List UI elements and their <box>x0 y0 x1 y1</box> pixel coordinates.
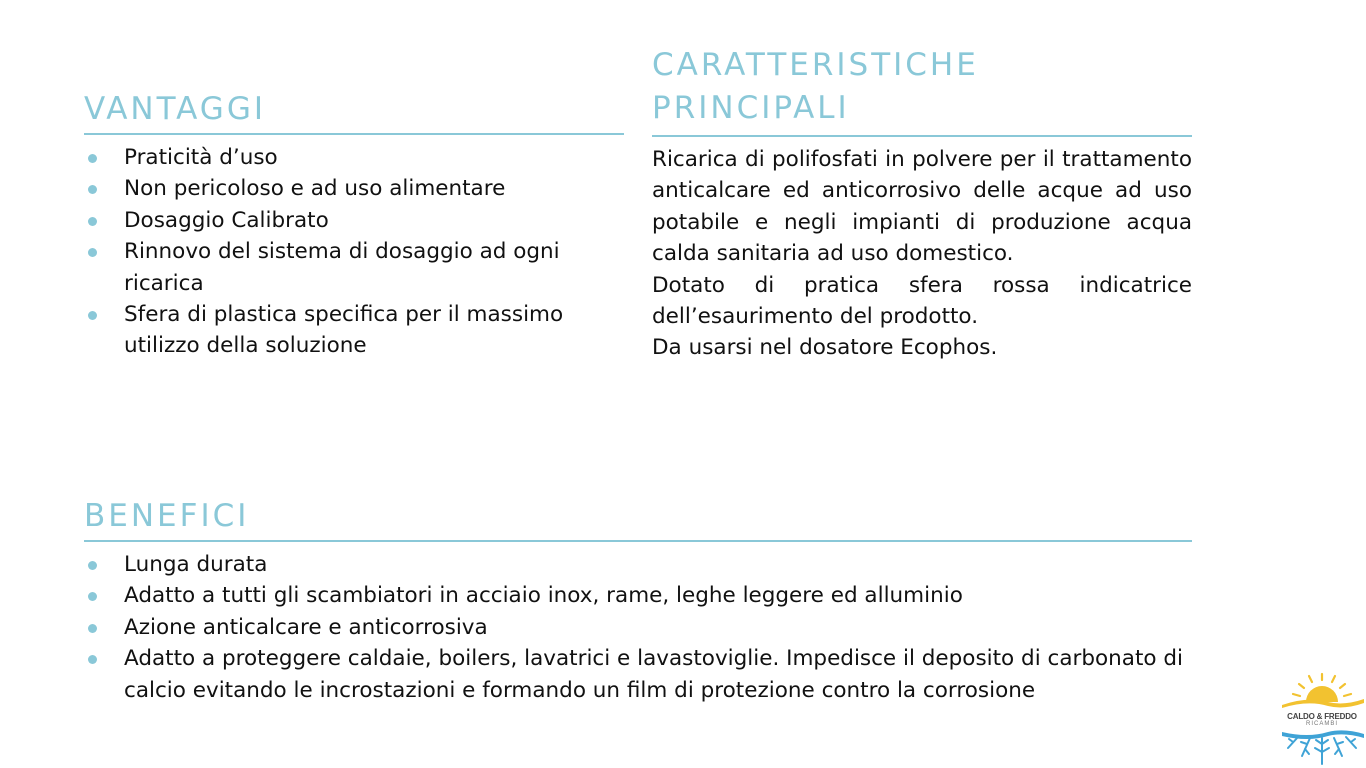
list-item-text: Azione anticalcare e anticorrosiva <box>124 614 488 640</box>
bullet-icon <box>88 311 97 320</box>
benefici-divider <box>84 540 1192 542</box>
bullet-icon <box>88 561 97 570</box>
bullet-icon <box>88 185 97 194</box>
bullet-icon <box>88 624 97 633</box>
caratteristiche-paragraph: Da usarsi nel dosatore Ecophos. <box>652 335 998 361</box>
caratteristiche-paragraph: Ricarica di polifosfati in polvere per il trattamento anticalcare ed anticorrosivo delle acque ad uso potabile e negli impianti di produzione acqua calda sanitaria ad uso domestico. <box>652 147 1192 267</box>
logo-brand-text: CALDO & FREDDO <box>1287 712 1357 721</box>
list-item-text: Non pericoloso e ad uso alimentare <box>124 176 506 202</box>
bullet-icon <box>88 655 97 664</box>
snowflake-icon <box>1278 730 1366 768</box>
list-item <box>86 612 1196 643</box>
sun-icon <box>1278 672 1366 710</box>
list-item-text: Sfera di plastica specifica per il massimo utilizzo della soluzione <box>124 302 564 359</box>
list-item <box>86 173 606 204</box>
list-item <box>86 299 606 362</box>
caratteristiche-heading-line1: CARATTERISTICHE <box>652 47 979 83</box>
list-item-text: Dosaggio Calibrato <box>124 207 329 233</box>
list-item-text: Rinnovo del sistema di dosaggio ad ogni ricarica <box>124 239 560 296</box>
benefici-heading: BENEFICI <box>84 498 250 534</box>
list-item <box>86 549 1196 580</box>
bullet-icon <box>88 248 97 257</box>
list-item-text: Adatto a tutti gli scambiatori in acciaio inox, rame, leghe leggere ed alluminio <box>124 583 963 609</box>
caratteristiche-divider <box>652 135 1192 137</box>
bullet-icon <box>88 154 97 163</box>
vantaggi-list <box>86 142 606 362</box>
benefici-list <box>86 549 1196 706</box>
caratteristiche-heading <box>652 44 979 130</box>
logo-subtitle-text: RICAMBI <box>1305 721 1338 727</box>
list-item <box>86 236 606 299</box>
list-item-text: Adatto a proteggere caldaie, boilers, lavatrici e lavastoviglie. Impedisce il deposito di carbonato di calcio evitando le incrostazioni e formando un film di protezione contro la corrosione <box>124 646 1183 703</box>
list-item <box>86 142 606 173</box>
caratteristiche-heading-line2: PRINCIPALI <box>652 90 850 126</box>
vantaggi-heading: VANTAGGI <box>84 91 266 127</box>
bullet-icon <box>88 592 97 601</box>
vantaggi-divider <box>84 133 624 135</box>
bullet-icon <box>88 217 97 226</box>
caratteristiche-paragraph: Dotato di pratica sfera rossa indicatrice dell’esaurimento del prodotto. <box>652 272 1192 330</box>
list-item-text: Praticità d’uso <box>124 145 278 170</box>
list-item <box>86 205 606 236</box>
list-item-text: Lunga durata <box>124 552 268 577</box>
list-item <box>86 643 1196 706</box>
caldo-freddo-logo <box>1278 672 1366 768</box>
list-item <box>86 580 1196 611</box>
caratteristiche-description <box>652 144 1192 364</box>
